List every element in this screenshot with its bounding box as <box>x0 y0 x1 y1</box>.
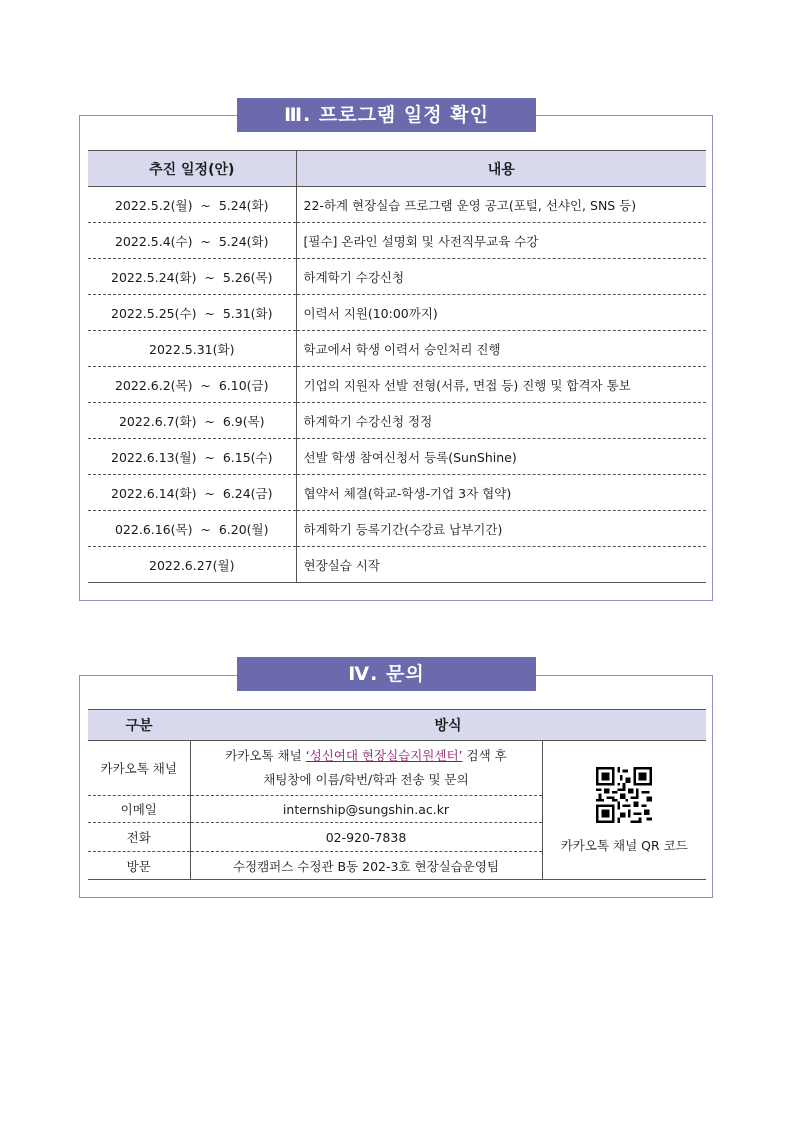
schedule-row <box>88 187 706 223</box>
schedule-date: 2022.6.7(화) ~ 6.9(목) <box>88 403 296 439</box>
inquiry-section-title: Ⅳ. 문의 <box>237 657 536 691</box>
visit-value: 수정캠퍼스 수정관 B동 202-3호 현장실습운영팀 <box>190 852 542 880</box>
inquiry-header-method: 방식 <box>190 710 706 741</box>
schedule-row <box>88 439 706 475</box>
schedule-date: 2022.6.14(화) ~ 6.24(금) <box>88 475 296 511</box>
schedule-content: [필수] 온라인 설명회 및 사전직무교육 수강 <box>296 223 706 259</box>
qr-cell <box>542 741 706 880</box>
email-value[interactable]: internship@sungshin.ac.kr <box>190 796 542 823</box>
schedule-content: 협약서 체결(학교-학생-기업 3자 협약) <box>296 475 706 511</box>
kakao-line1-post: 검색 후 <box>462 748 507 763</box>
schedule-date: 2022.5.4(수) ~ 5.24(화) <box>88 223 296 259</box>
schedule-row <box>88 367 706 403</box>
schedule-date: 2022.6.2(목) ~ 6.10(금) <box>88 367 296 403</box>
schedule-header-date: 추진 일정(안) <box>88 151 296 187</box>
kakao-method <box>190 741 542 796</box>
schedule-date: 2022.5.2(월) ~ 5.24(화) <box>88 187 296 223</box>
kakao-label: 카카오톡 채널 <box>88 741 190 796</box>
schedule-header-content: 내용 <box>296 151 706 187</box>
schedule-date: 022.6.16(목) ~ 6.20(월) <box>88 511 296 547</box>
schedule-row <box>88 331 706 367</box>
schedule-row <box>88 511 706 547</box>
phone-value[interactable]: 02-920-7838 <box>190 823 542 852</box>
schedule-content: 하계학기 수강신청 <box>296 259 706 295</box>
schedule-row <box>88 223 706 259</box>
inquiry-header-category: 구분 <box>88 710 190 741</box>
schedule-content: 하계학기 수강신청 정정 <box>296 403 706 439</box>
schedule-row <box>88 295 706 331</box>
kakao-line2: 채팅창에 이름/학번/학과 전송 및 문의 <box>263 772 469 787</box>
schedule-date: 2022.5.24(화) ~ 5.26(목) <box>88 259 296 295</box>
schedule-date: 2022.5.25(수) ~ 5.31(화) <box>88 295 296 331</box>
schedule-section-title: Ⅲ. 프로그램 일정 확인 <box>237 98 536 132</box>
schedule-content: 학교에서 학생 이력서 승인처리 진행 <box>296 331 706 367</box>
schedule-date: 2022.6.13(월) ~ 6.15(수) <box>88 439 296 475</box>
email-label: 이메일 <box>88 796 190 823</box>
schedule-content: 이력서 지원(10:00까지) <box>296 295 706 331</box>
schedule-content: 선발 학생 참여신청서 등록(SunShine) <box>296 439 706 475</box>
schedule-date: 2022.5.31(화) <box>88 331 296 367</box>
schedule-content: 하계학기 등록기간(수강료 납부기간) <box>296 511 706 547</box>
kakao-line1-pre: 카카오톡 채널 <box>225 748 306 763</box>
schedule-content: 기업의 지원자 선발 전형(서류, 면접 등) 진행 및 합격자 통보 <box>296 367 706 403</box>
schedule-row <box>88 259 706 295</box>
schedule-row <box>88 403 706 439</box>
qr-code-icon[interactable] <box>596 767 652 823</box>
inquiry-table <box>88 709 706 880</box>
visit-label: 방문 <box>88 852 190 880</box>
phone-label: 전화 <box>88 823 190 852</box>
schedule-content: 현장실습 시작 <box>296 547 706 583</box>
schedule-row <box>88 547 706 583</box>
schedule-row <box>88 475 706 511</box>
schedule-date: 2022.6.27(월) <box>88 547 296 583</box>
schedule-table <box>88 150 706 583</box>
schedule-content: 22-하계 현장실습 프로그램 운영 공고(포털, 선샤인, SNS 등) <box>296 187 706 223</box>
qr-caption: 카카오톡 채널 QR 코드 <box>560 837 688 853</box>
kakao-channel-link[interactable]: ‘성신여대 현장실습지원센터’ <box>305 748 463 763</box>
